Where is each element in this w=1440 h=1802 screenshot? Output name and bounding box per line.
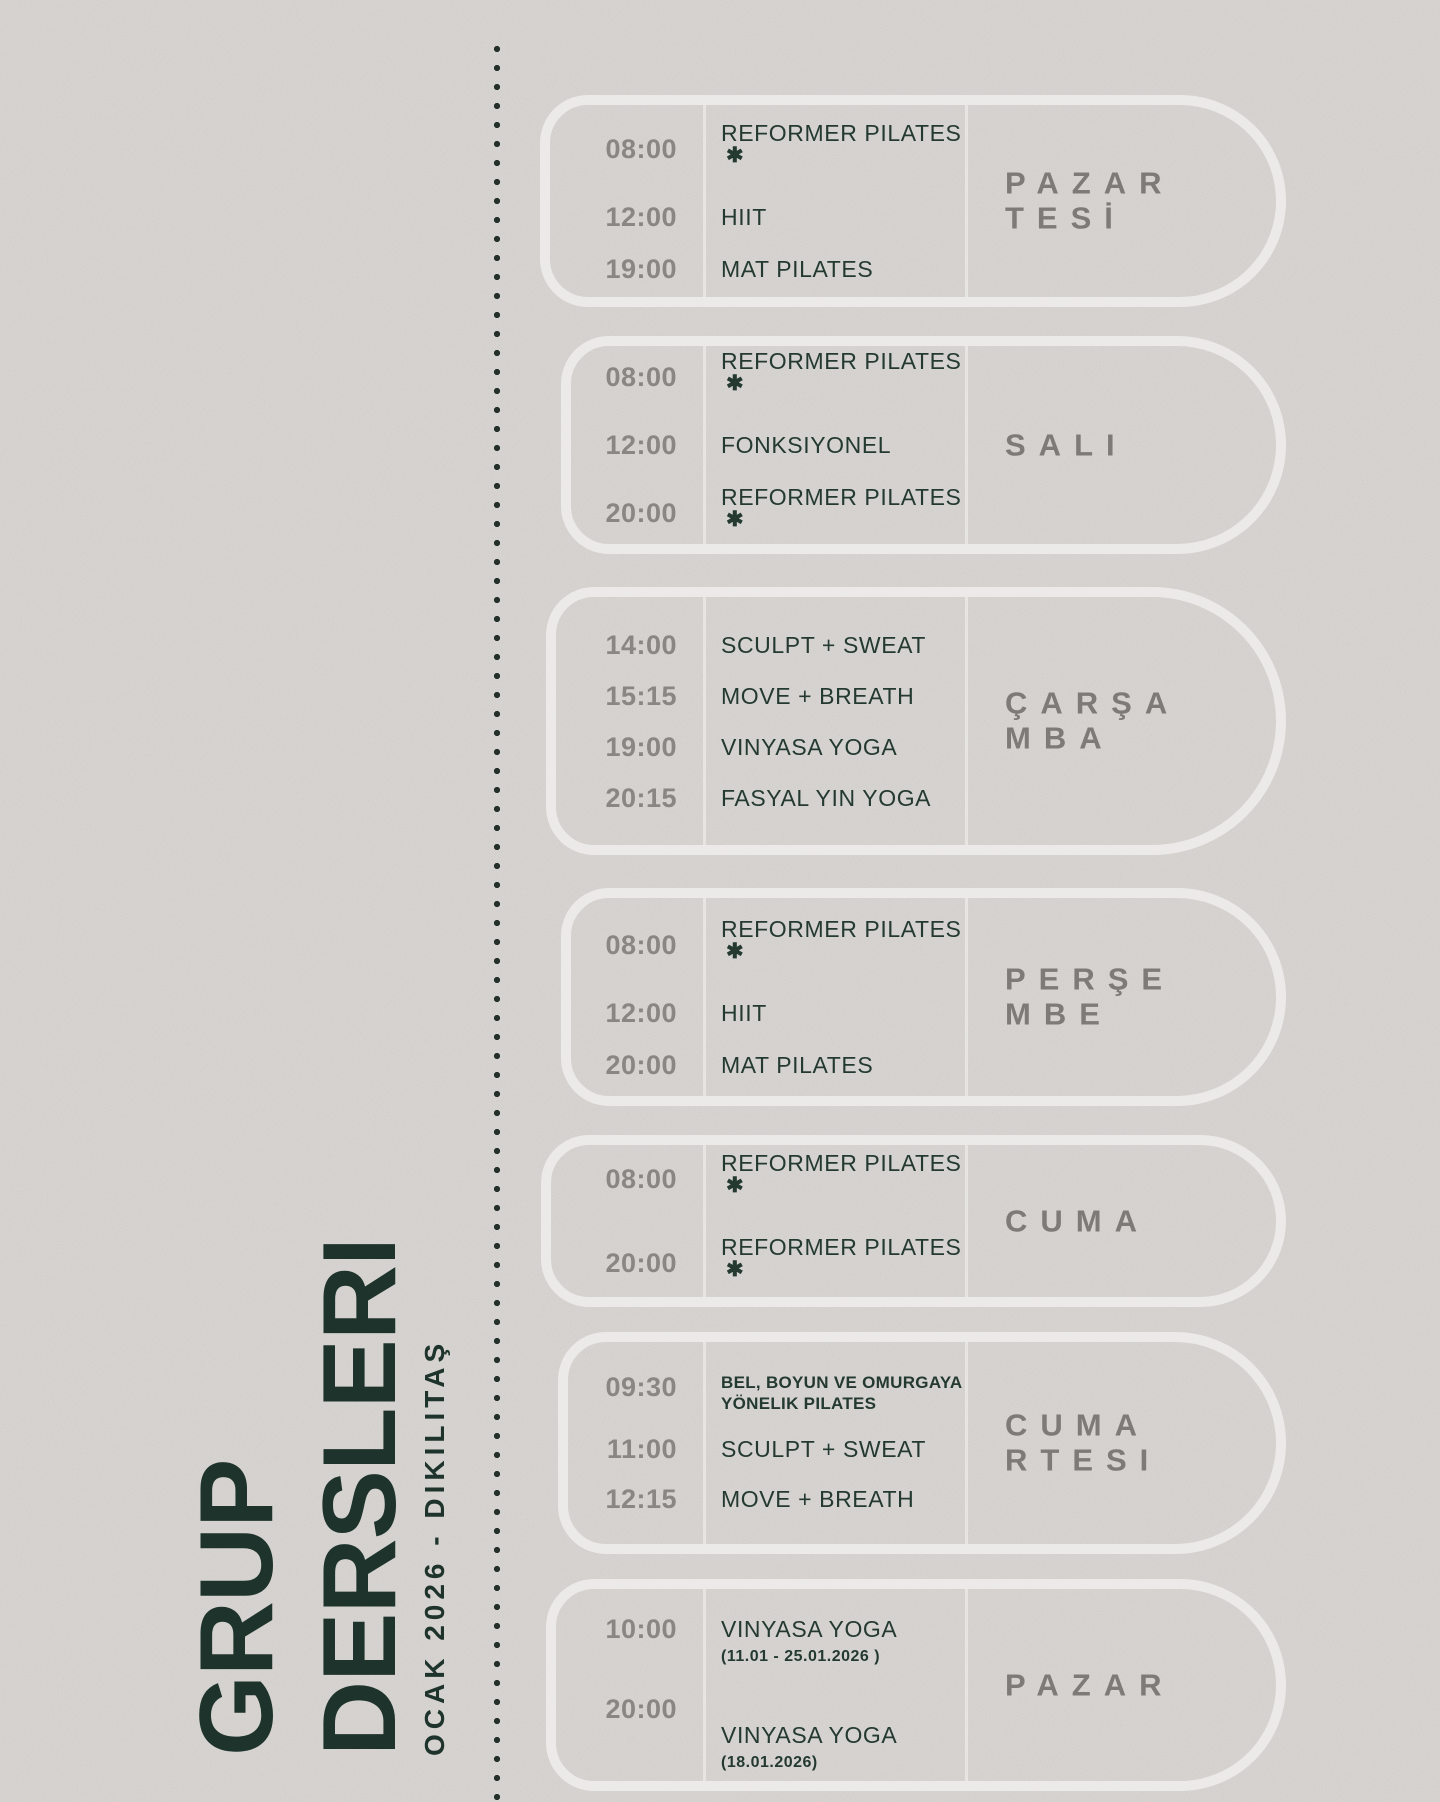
class-time: 08:00 xyxy=(605,1164,677,1194)
day-card xyxy=(558,1332,1286,1554)
poster-title xyxy=(176,1238,421,1756)
class-time: 20:00 xyxy=(605,1248,677,1278)
column-divider xyxy=(965,1589,968,1781)
class-time: 19:00 xyxy=(605,731,677,762)
poster-title-line2: DERSLERI xyxy=(301,1238,418,1756)
schedule-row xyxy=(571,998,965,1028)
class-time: 08:00 xyxy=(605,362,677,392)
class-time: 12:15 xyxy=(605,1484,677,1514)
class-name: VINYASA YOGA (11.01 - 25.01.2026 ) xyxy=(703,1614,897,1668)
class-time: 08:00 xyxy=(605,134,677,164)
class-time: 11:00 xyxy=(606,1434,677,1464)
class-name xyxy=(703,1372,963,1414)
column-divider xyxy=(965,597,968,845)
class-rows xyxy=(556,1589,965,1781)
asterisk-mark-icon: ✱ xyxy=(726,144,745,167)
day-name-line: CUMA xyxy=(1005,1203,1150,1239)
day-card xyxy=(540,95,1286,307)
day-card xyxy=(546,587,1286,855)
class-name-line: BEL, BOYUN VE OMURGAYA xyxy=(721,1373,963,1392)
class-name: HIIT xyxy=(721,204,767,230)
class-rows xyxy=(551,1145,965,1297)
schedule-row xyxy=(551,1148,965,1210)
class-name: REFORMER PILATES✱ xyxy=(703,914,965,976)
day-name xyxy=(1005,1667,1174,1702)
class-time: 14:00 xyxy=(605,629,677,660)
class-date-note: (18.01.2026) xyxy=(721,1754,818,1771)
schedule-row xyxy=(556,681,965,711)
class-name: HIIT xyxy=(721,1000,767,1026)
day-card xyxy=(561,888,1286,1106)
class-name: FASYAL YIN YOGA xyxy=(721,784,932,811)
asterisk-mark-icon: ✱ xyxy=(726,940,745,963)
schedule-row xyxy=(556,630,965,660)
class-name: REFORMER PILATES✱ xyxy=(703,482,965,544)
schedule-row xyxy=(550,118,965,180)
class-name: REFORMER PILATES✱ xyxy=(703,1148,965,1210)
schedule-row xyxy=(571,346,965,408)
class-time: 12:00 xyxy=(605,202,677,232)
class-time: 12:00 xyxy=(605,998,677,1028)
schedule-row xyxy=(571,1050,965,1080)
day-name-line: RTESI xyxy=(1005,1443,1162,1478)
asterisk-mark-icon: ✱ xyxy=(726,1174,745,1197)
schedule-row xyxy=(571,482,965,544)
day-name xyxy=(1005,686,1180,757)
class-name: MOVE + BREATH xyxy=(721,682,915,709)
schedule-row xyxy=(556,1614,965,1668)
class-rows xyxy=(571,898,965,1096)
class-name: MOVE + BREATH xyxy=(721,1486,915,1512)
column-divider xyxy=(965,346,968,544)
class-name: REFORMER PILATES✱ xyxy=(703,1232,965,1294)
class-name: VINYASA YOGA (18.01.2026) xyxy=(703,1720,897,1774)
schedule-row xyxy=(568,1372,965,1414)
day-name-line: ÇARŞA xyxy=(1005,685,1181,721)
class-name: FONKSIYONEL xyxy=(721,432,892,458)
day-name xyxy=(1005,1408,1161,1479)
day-name xyxy=(1005,1203,1150,1238)
class-rows xyxy=(571,346,965,544)
day-name-line: PAZAR xyxy=(1005,165,1175,201)
schedule-row xyxy=(556,732,965,762)
class-name: MAT PILATES xyxy=(721,256,874,282)
class-name-line: YÖNELIK PILATES xyxy=(721,1394,877,1413)
asterisk-mark-icon: ✱ xyxy=(726,508,745,531)
asterisk-mark-icon: ✱ xyxy=(726,372,745,395)
schedule-row xyxy=(568,1434,965,1464)
class-date-note: (11.01 - 25.01.2026 ) xyxy=(721,1648,881,1665)
schedule-row xyxy=(551,1232,965,1294)
day-name-line: PERŞE xyxy=(1005,961,1176,997)
class-rows xyxy=(550,105,965,297)
class-name: REFORMER PILATES✱ xyxy=(703,346,965,408)
day-name xyxy=(1005,962,1175,1033)
day-card xyxy=(561,336,1286,554)
day-name-line: MBE xyxy=(1005,997,1113,1032)
day-card xyxy=(546,1579,1286,1791)
schedule-row xyxy=(550,202,965,232)
class-name: SCULPT + SWEAT xyxy=(721,1436,927,1462)
class-time: 09:30 xyxy=(605,1372,677,1402)
class-time: 12:00 xyxy=(605,430,677,460)
class-time: 08:00 xyxy=(605,930,677,960)
schedule-row xyxy=(556,1694,965,1774)
day-name-line: CUMA xyxy=(1005,1407,1150,1443)
day-name-line: SALI xyxy=(1005,427,1128,463)
class-rows xyxy=(568,1342,965,1544)
asterisk-mark-icon: ✱ xyxy=(726,1258,745,1281)
class-rows xyxy=(556,597,965,845)
day-card xyxy=(541,1135,1286,1307)
class-name: VINYASA YOGA xyxy=(721,733,898,760)
poster-subtitle: OCAK 2026 - DIKILITAŞ xyxy=(419,1338,450,1756)
class-time: 20:00 xyxy=(605,1050,677,1080)
day-name-line: TESİ xyxy=(1005,201,1126,236)
day-name xyxy=(1005,427,1128,462)
class-time: 20:00 xyxy=(605,1694,677,1724)
class-time: 10:00 xyxy=(605,1614,677,1644)
poster-title-line1: GRUP xyxy=(179,1459,295,1756)
schedule-row xyxy=(571,914,965,976)
class-name: SCULPT + SWEAT xyxy=(721,631,927,658)
day-name-line: MBA xyxy=(1005,721,1115,756)
column-divider xyxy=(965,898,968,1096)
schedule-row xyxy=(571,430,965,460)
column-divider xyxy=(965,1145,968,1297)
column-divider xyxy=(965,1342,968,1544)
class-time: 20:00 xyxy=(605,498,677,528)
schedule-row xyxy=(568,1484,965,1514)
column-divider xyxy=(965,105,968,297)
class-name: REFORMER PILATES✱ xyxy=(703,118,965,180)
class-time: 15:15 xyxy=(605,680,677,711)
class-time: 20:15 xyxy=(605,782,677,813)
day-name-line: PAZAR xyxy=(1005,1667,1175,1703)
class-name: MAT PILATES xyxy=(721,1052,874,1078)
schedule-row xyxy=(550,254,965,284)
day-name xyxy=(1005,166,1174,237)
dotted-divider-line xyxy=(493,40,501,1800)
class-time: 19:00 xyxy=(605,254,677,284)
schedule-row xyxy=(556,783,965,813)
